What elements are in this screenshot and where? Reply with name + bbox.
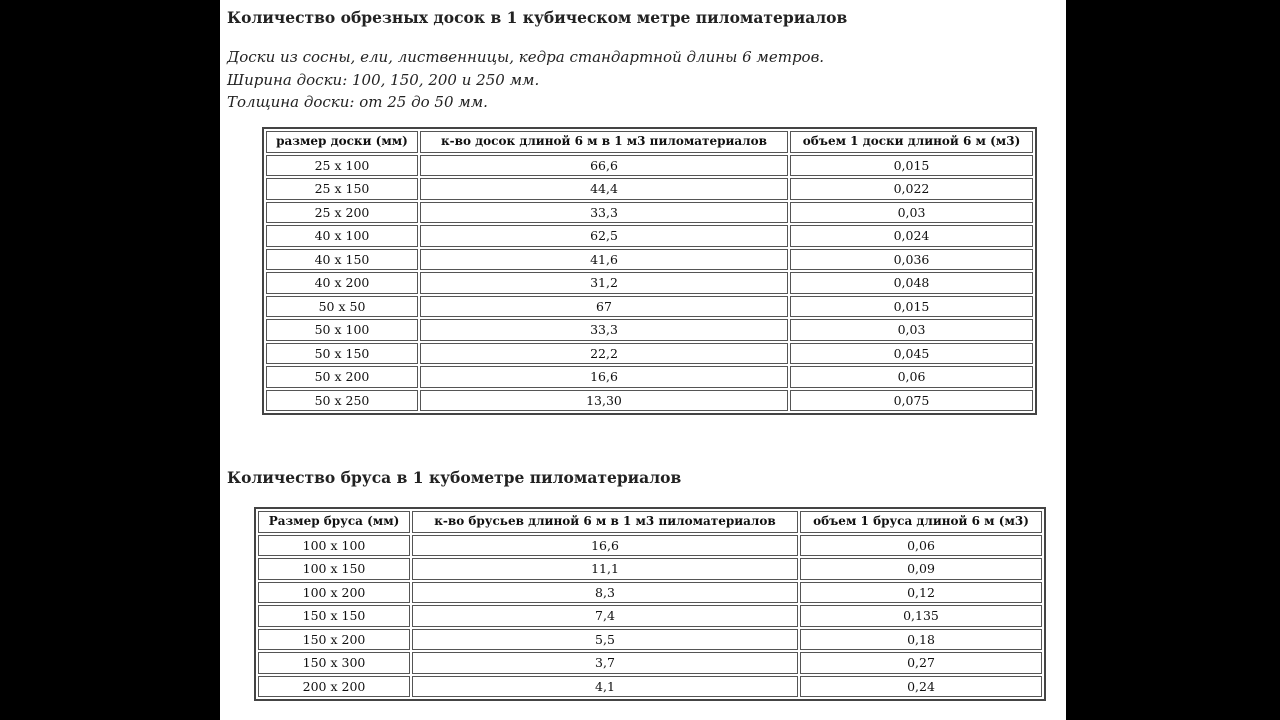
cell-board-size: 50 х 100 [266, 319, 418, 341]
cell-beam-size: 150 х 150 [258, 605, 410, 627]
cell-board-count: 16,6 [420, 366, 788, 388]
cell-board-count: 22,2 [420, 343, 788, 365]
cell-beam-size: 150 х 300 [258, 652, 410, 674]
table-row [258, 652, 1042, 674]
cell-board-size: 25 х 100 [266, 155, 418, 177]
header-beam-count: к-во брусьев длиной 6 м в 1 м3 пиломатериалов [412, 511, 798, 533]
intro-line-width: Ширина доски: 100, 150, 200 и 250 мм. [227, 70, 540, 89]
cell-beam-volume: 0,27 [800, 652, 1042, 674]
cell-board-volume: 0,036 [790, 249, 1033, 271]
table-row [258, 558, 1042, 580]
cell-beam-count: 3,7 [412, 652, 798, 674]
cell-board-size: 50 х 50 [266, 296, 418, 318]
table-row [258, 535, 1042, 557]
table-row [258, 676, 1042, 698]
boards-table [262, 127, 1037, 415]
cell-beam-count: 5,5 [412, 629, 798, 651]
cell-board-count: 66,6 [420, 155, 788, 177]
table-row [266, 272, 1033, 294]
beams-header-row [258, 511, 1042, 533]
cell-board-size: 50 х 250 [266, 390, 418, 412]
cell-board-size: 50 х 150 [266, 343, 418, 365]
cell-board-count: 62,5 [420, 225, 788, 247]
beams-title: Количество бруса в 1 кубометре пиломатериалов [227, 468, 682, 487]
table-row [266, 202, 1033, 224]
cell-board-volume: 0,03 [790, 202, 1033, 224]
cell-beam-volume: 0,09 [800, 558, 1042, 580]
cell-board-volume: 0,06 [790, 366, 1033, 388]
cell-board-count: 33,3 [420, 319, 788, 341]
header-beam-size: Размер бруса (мм) [258, 511, 410, 533]
cell-board-count: 33,3 [420, 202, 788, 224]
cell-beam-size: 100 х 150 [258, 558, 410, 580]
cell-beam-size: 150 х 200 [258, 629, 410, 651]
table-row [266, 343, 1033, 365]
cell-board-size: 50 х 200 [266, 366, 418, 388]
header-beam-volume: объем 1 бруса длиной 6 м (м3) [800, 511, 1042, 533]
intro-line-thickness: Толщина доски: от 25 до 50 мм. [227, 93, 488, 111]
cell-board-count: 31,2 [420, 272, 788, 294]
boards-header-row [266, 131, 1033, 153]
beams-table [254, 507, 1046, 701]
boards-title: Количество обрезных досок в 1 кубическом метре пиломатериалов [227, 8, 848, 27]
table-row [258, 582, 1042, 604]
cell-beam-size: 200 х 200 [258, 676, 410, 698]
header-board-count: к-во досок длиной 6 м в 1 м3 пиломатериалов [420, 131, 788, 153]
table-row [258, 605, 1042, 627]
table-row [266, 225, 1033, 247]
cell-beam-volume: 0,18 [800, 629, 1042, 651]
cell-beam-size: 100 х 100 [258, 535, 410, 557]
intro-line-species: Доски из сосны, ели, лиственницы, кедра стандартной длины 6 метров. [227, 48, 825, 66]
cell-board-count: 67 [420, 296, 788, 318]
cell-board-volume: 0,022 [790, 178, 1033, 200]
cell-beam-size: 100 х 200 [258, 582, 410, 604]
cell-board-size: 25 х 150 [266, 178, 418, 200]
cell-beam-count: 16,6 [412, 535, 798, 557]
cell-beam-volume: 0,135 [800, 605, 1042, 627]
table-row [266, 249, 1033, 271]
cell-board-volume: 0,03 [790, 319, 1033, 341]
cell-board-volume: 0,075 [790, 390, 1033, 412]
cell-beam-volume: 0,12 [800, 582, 1042, 604]
cell-board-size: 40 х 150 [266, 249, 418, 271]
table-row [266, 296, 1033, 318]
cell-beam-count: 11,1 [412, 558, 798, 580]
table-row [266, 155, 1033, 177]
cell-board-volume: 0,015 [790, 155, 1033, 177]
cell-board-size: 25 х 200 [266, 202, 418, 224]
cell-beam-count: 8,3 [412, 582, 798, 604]
cell-board-count: 41,6 [420, 249, 788, 271]
cell-beam-volume: 0,06 [800, 535, 1042, 557]
table-row [266, 390, 1033, 412]
cell-board-volume: 0,024 [790, 225, 1033, 247]
boards-intro [227, 46, 824, 114]
cell-board-count: 44,4 [420, 178, 788, 200]
table-row [258, 629, 1042, 651]
cell-board-size: 40 х 200 [266, 272, 418, 294]
cell-beam-count: 4,1 [412, 676, 798, 698]
cell-beam-volume: 0,24 [800, 676, 1042, 698]
cell-board-size: 40 х 100 [266, 225, 418, 247]
cell-board-volume: 0,048 [790, 272, 1033, 294]
header-board-volume: объем 1 доски длиной 6 м (м3) [790, 131, 1033, 153]
cell-board-count: 13,30 [420, 390, 788, 412]
cell-board-volume: 0,015 [790, 296, 1033, 318]
cell-beam-count: 7,4 [412, 605, 798, 627]
table-row [266, 366, 1033, 388]
document-page [220, 0, 1066, 720]
table-row [266, 319, 1033, 341]
table-row [266, 178, 1033, 200]
cell-board-volume: 0,045 [790, 343, 1033, 365]
header-board-size: размер доски (мм) [266, 131, 418, 153]
